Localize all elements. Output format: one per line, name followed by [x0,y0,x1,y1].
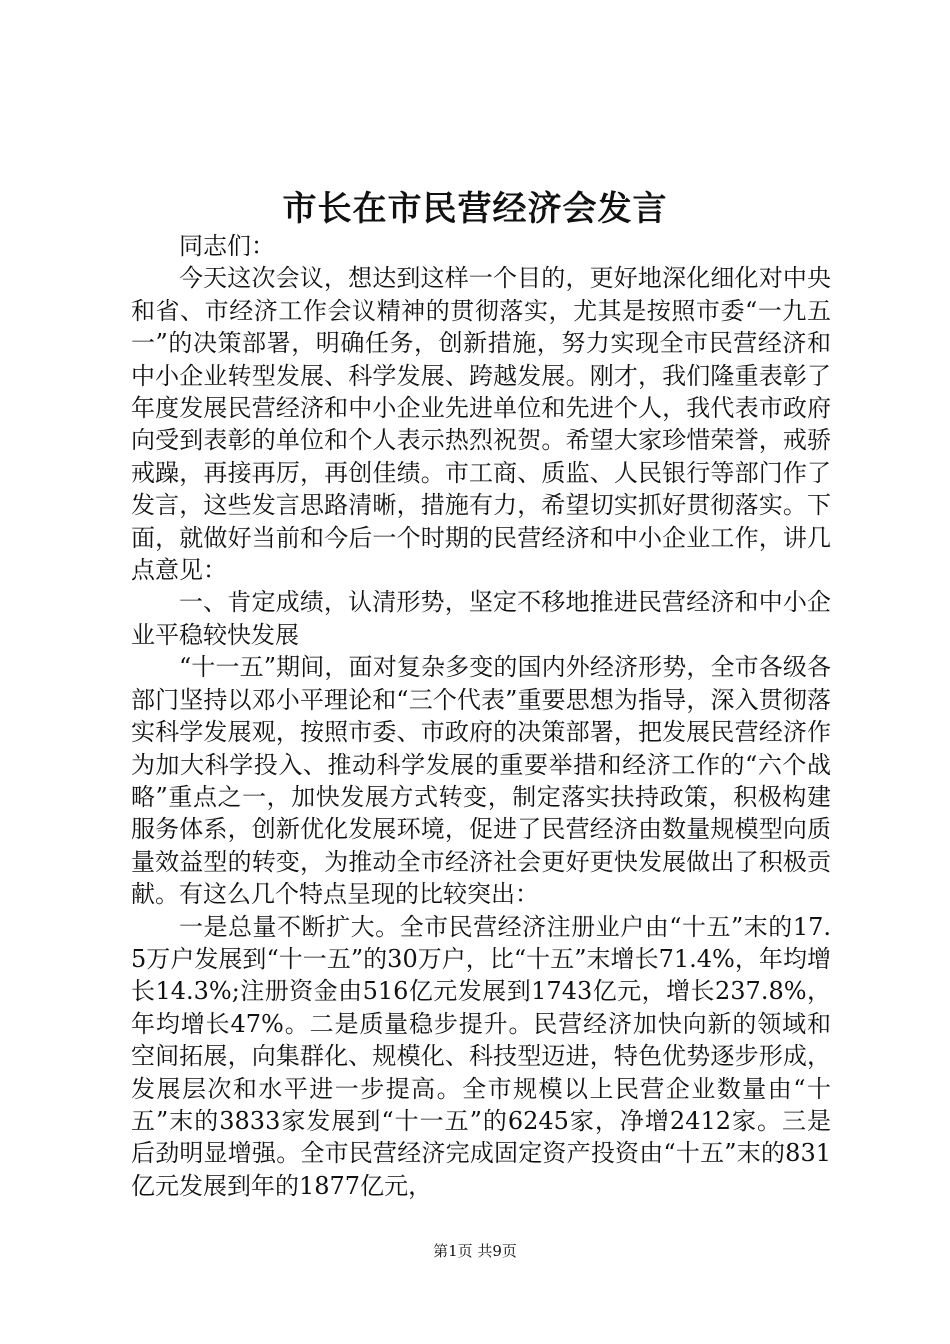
paragraph-statistics: 一是总量不断扩大。全市民营经济注册业户由“十五”末的17.5万户发展到“十一五”的30万户，比“十五”末增长71.4%，年均增长14.3%;注册资金由516亿元发展到1743亿元，增长237.8%，年均增长47%。二是质量稳步提升。民营经济加快向新的领域和空间拓展，向集群化、规模化、科技型迈进，特色优势逐步形成，发展层次和水平进一步提高。全市规模以上民营企业数量由“十五”末的3833家发展到“十一五”的6245家，净增2412家。三是后劲明显增强。全市民营经济完成固定资产投资由“十五”末的831亿元发展到年的1877亿元， [131,912,831,1200]
paragraph-section-heading: 一、肯定成绩，认清形势，坚定不移地推进民营经济和中小企业平稳较快发展 [131,588,831,649]
page-number-footer: 第1页 共9页 [433,1242,517,1260]
paragraph-achievements: “十一五”期间，面对复杂多变的国内外经济形势，全市各级各部门坚持以邓小平理论和“三个代表”重要思想为指导，深入贯彻落实科学发展观，按照市委、市政府的决策部署，把发展民营经济作为加大科学投入、推动科学发展的重要举措和经济工作的“六个战略”重点之一，加快发展方式转变，制定落实扶持政策，积极构建服务体系，创新优化发展环境，促进了民营经济由数量规模型向质量效益型的转变，为推动全市经济社会更好更快发展做出了积极贡献。有这么几个特点呈现的比较突出： [131,653,831,909]
paragraph-intro: 今天这次会议，想达到这样一个目的，更好地深化细化对中央和省、市经济工作会议精神的贯彻落实，尤其是按照市委“一九五一”的决策部署，明确任务，创新措施，努力实现全市民营经济和中小企业转型发展、科学发展、跨越发展。刚才，我们隆重表彰了年度发展民营经济和中小企业先进单位和先进个人，我代表市政府向受到表彰的单位和个人表示热烈祝贺。希望大家珍惜荣誉，戒骄戒躁，再接再厉，再创佳绩。市工商、质监、人民银行等部门作了发言，这些发言思路清晰，措施有力，希望切实抓好贯彻落实。下面，就做好当前和今后一个时期的民营经济和中小企业工作，讲几点意见： [131,264,831,585]
paragraph-salutation: 同志们： [179,232,275,260]
document-title: 市长在市民营经济会发言 [282,189,668,229]
document-body [131,230,831,1202]
